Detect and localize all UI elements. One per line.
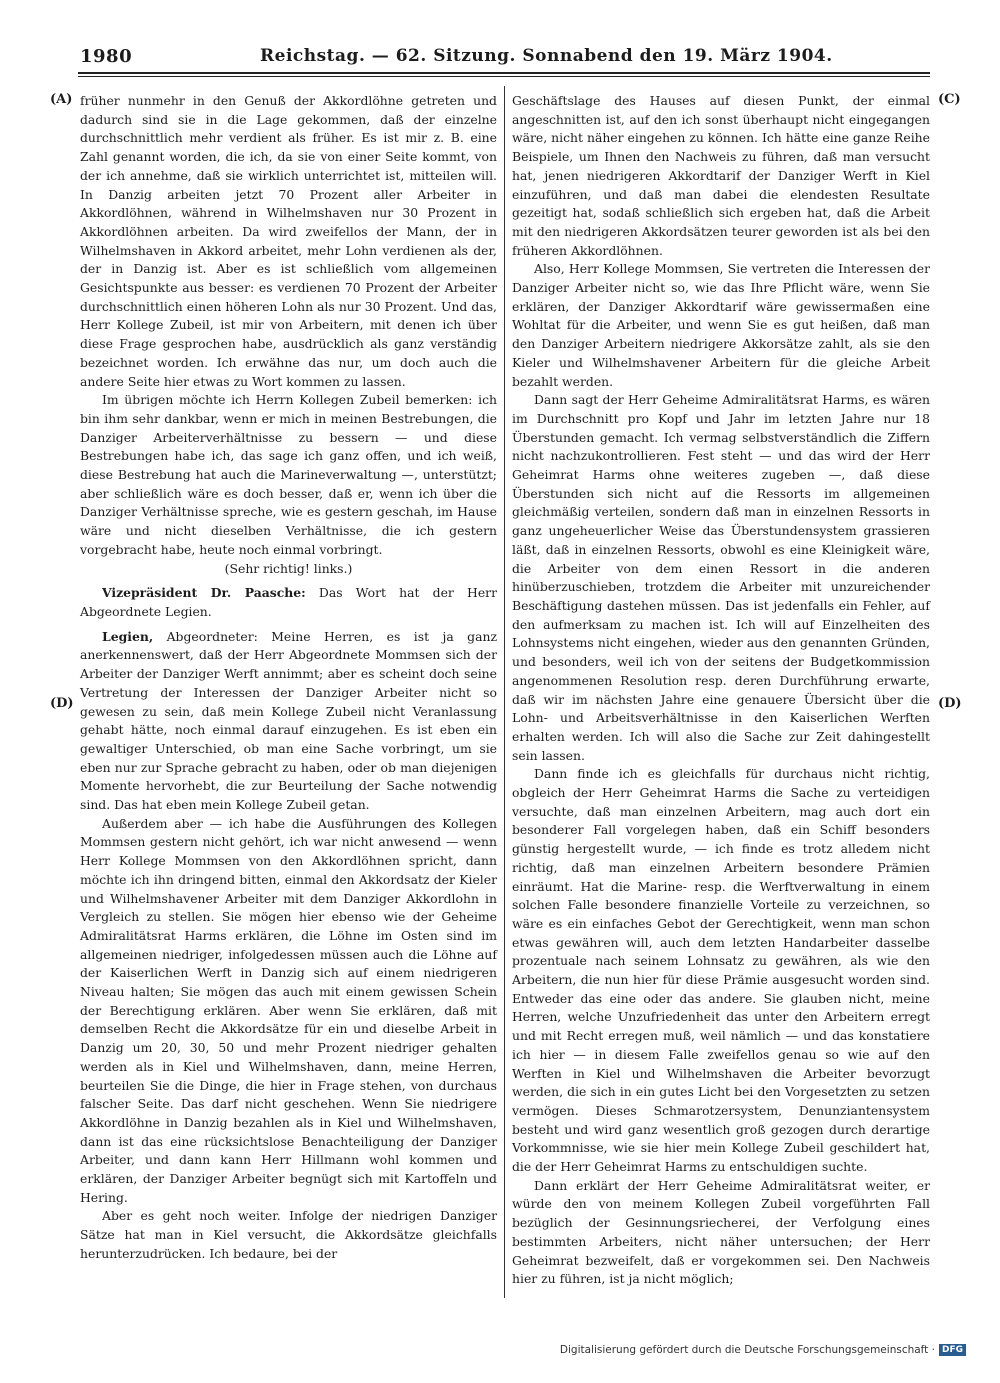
margin-mark-d-left: (D) xyxy=(50,696,74,711)
dfg-logo-icon: DFG xyxy=(939,1344,966,1356)
header-rule xyxy=(78,72,930,74)
margin-mark-a: (A) xyxy=(50,92,73,107)
applause-note: (Sehr richtig! links.) xyxy=(224,560,353,576)
right-column xyxy=(512,92,930,1289)
page-header xyxy=(70,44,930,72)
paragraph: früher nunmehr in den Genuß der Akkordlöhne getreten und dadurch sind sie in die Lage gekommen, daß der einzelne durchschnittlich mehr verdient als früher. Es ist mir z. B. eine Zahl genannt worden, die ich, da sie von einer Seite kommt, von der ich annehme, daß sie wirklich unterrichtet ist, mitteilen will. In Danzig arbeiten jetzt 70 Prozent aller Arbeiter in Akkordlöhnen, während in Wilhelmshaven nur 30 Prozent in Akkordlöhnen arbeiten. Da wird zweifellos der Mann, der in Wilhelmshaven in Akkord arbeitet, mehr Lohn verdienen als der, der in Danzig ist. Aber es ist schließlich vom allgemeinen Gesichtspunkte aus besser: es verdienen 70 Prozent der Arbeiter durchschnittlich einen höheren Lohn als nur 30 Prozent. Und das, Herr Kollege Zubeil, ist mir von Arbeitern, mit denen ich über diese Frage gesprochen habe, ausdrücklich als ganz verständig bezeichnet worden. Ich erwähne das nur, um doch auch die andere Seite hier etwas zu Wort kommen zu lassen. xyxy=(80,93,497,389)
speaker-text: Abgeordneter: Meine Herren, es ist ja ganz anerkennenswert, daß der Herr Abgeordnete Mommsen sich der Arbeiter der Danziger Werft annimmt; aber es scheint doch seine Vertretung der Interessen der Danziger Arbeiter nicht so gewesen zu sein, daß mein Kollege Zubeil nicht Veranlassung gehabt hätte, noch einmal darauf einzugehen. Es ist eben ein gewaltiger Unterschied, ob man eine Sache vorbringt, um sie eben nur zur Sprache gebracht zu haben, oder ob man diejenigen Momente hervorhebt, die zur Beurteilung der Sache notwendig sind. Das hat eben mein Kollege Zubeil getan. xyxy=(80,628,497,813)
paragraph: Außerdem aber — ich habe die Ausführungen des Kollegen Mommsen gestern nicht gehört, ich war nicht anwesend — wenn Herr Kollege Mommsen von den Akkordlöhnen spricht, dann möchte ich ihn dringend bitten, einmal den Akkordsatz der Kieler und Wilhelmshavener Arbeiter mit dem Danziger Akkordlohn in Vergleich zu stellen. Sie mögen hier ebenso wie der Geheime Admiralitätsrat Harms erklären, die Löhne im Osten sind im allgemeinen niedriger, infolgedessen müssen auch die Löhne auf der Kaiserlichen Werft in Danzig sich auf einem niedrigeren Niveau halten; Sie mögen das auch mit einem gewissen Schein der Berechtigung erklären. Aber wenn Sie erklären, daß mit demselben Recht die Akkordsätze für ein und dieselbe Arbeit in Danzig um 20, 30, 50 und mehr Prozent niedriger gehalten werden als in Kiel und Wilhelmshaven, dann, meine Herren, beurteilen Sie die Dinge, die hier in Frage stehen, von durchaus falscher Seite. Das darf nicht geschehen. Wenn Sie niedrigere Akkordlöhne in Danzig bezahlen als in Kiel und Wilhelmshaven, dann ist das eine rücksichtslose Benachteiligung der Danziger Arbeiter, und dann kann Herr Hillmann wohl kommen und erklären, der Danziger Arbeiter begnügt sich mit Kartoffeln und Hering. xyxy=(80,815,497,1205)
column-divider xyxy=(504,86,505,1298)
page-number: 1980 xyxy=(80,46,133,67)
speaker-name: Legien, xyxy=(102,628,154,644)
footer-credit: Digitalisierung gefördert durch die Deutsche Forschungsgemeinschaft · xyxy=(559,1344,935,1356)
speaker-name: Vizepräsident Dr. Paasche: xyxy=(102,585,306,601)
paragraph: Dann sagt der Herr Geheime Admiralitätsrat Harms, es wären im Durchschnitt pro Kopf und Jahr im letzten Jahre nur 18 Überstunden gemacht. Ich vermag selbstverständlich die Ziffern nicht nachzukontrollieren. Fest steht — und das wird der Herr Geheimrat Harms ohne weiteres zugeben —, daß diese Überstunden sich nicht auf die Ressorts im allgemeinen gleichmäßig verteilen, sondern daß man in einzelnen Ressorts in ganz ungeheuerlicher Weise das Überstundensystem grassieren läßt, daß in einzelnen Ressorts, obwohl es eine Kleinigkeit wäre, die Arbeiter von dem einen Ressort in die anderen hinüberzuschieben, trotzdem die Arbeiter mit unzureichender Beschäftigung dastehen müssen. Das ist jedenfalls ein Fehler, auf den aufmerksam zu machen ist. Ich will auf Einzelheiten des Lohnsystems nicht eingehen, wieder aus den genannten Gründen, und besonders, weil ich von der seitens der Budgetkommission angenommenen Resolution resp. deren Durchführung erwarte, daß wir im nächsten Jahre eine genauere Übersicht über die Lohn- und Arbeitsverhältnisse in den Kaiserlichen Werften erhalten werden. Ich will also die Sache zur Zeit dahingestellt sein lassen. xyxy=(512,392,930,763)
speaker-text: Das Wort hat der Herr Abgeordnete Legien. xyxy=(80,585,497,619)
header-rule-thin xyxy=(78,76,930,77)
paragraph: Im übrigen möchte ich Herrn Kollegen Zubeil bemerken: ich bin ihm sehr dankbar, wenn er mich in meinen Bestrebungen, die Danziger Arbeiterverhältnisse zu bessern — und diese Bestrebungen habe ich, das sage ich ganz offen, und ich weiß, diese Bestrebung hat auch die Marineverwaltung —, unterstützt; aber schließlich wäre es doch besser, daß er, wenn ich über die Danziger Verhältnisse spreche, wie es gestern geschah, im Hause wäre und nicht dieselben Verhältnisse, die ich gestern vorgebracht habe, heute noch einmal vorbringt. xyxy=(80,392,497,557)
paragraph: Geschäftslage des Hauses auf diesen Punkt, der einmal angeschnitten ist, auf den ich sonst überhaupt nicht eingegangen wäre, nicht näher eingehen zu können. Ich hätte eine ganze Reihe Beispiele, um Ihnen den Nachweis zu führen, daß man versucht hat, jenen niedrigeren Akkordtarif der Danziger Werft in Kiel einzuführen, und daß man dabei die elendesten Resultate gezeitigt hat, sodaß schließlich sich ergeben hat, daß die Arbeit mit den niedrigeren Akkordsätzen teurer geworden ist als bei den früheren Akkordlöhnen. xyxy=(512,93,930,258)
paragraph: Aber es geht noch weiter. Infolge der niedrigen Danziger Sätze hat man in Kiel versucht, die Akkordsätze gleichfalls herunterzudrücken. Ich bedaure, bei der xyxy=(80,1208,497,1261)
speaker-paragraph xyxy=(80,628,497,815)
margin-mark-d-right: (D) xyxy=(938,696,962,711)
running-title: Reichstag. — 62. Sitzung. Sonnabend den 19. März 1904. xyxy=(260,46,833,66)
paragraph: Dann erklärt der Herr Geheime Admiralitätsrat weiter, er würde den von meinem Kollegen Zubeil vorgeführten Fall bezüglich der Gesinnungsriecherei, der Verfolgung eines bestimmten Arbeiters, nicht näher untersuchen; der Herr Geheimrat bezweifelt, daß er vorgekommen sei. Den Nachweis hier zu führen, ist ja nicht möglich; xyxy=(512,1177,930,1287)
digitization-footer xyxy=(560,1344,966,1356)
speaker-paragraph xyxy=(80,584,497,621)
paragraph: Also, Herr Kollege Mommsen, Sie vertreten die Interessen der Danziger Arbeiter nicht so, wie das Ihre Pflicht wäre, wenn Sie erklären, der Danziger Akkordtarif wäre gewissermaßen eine Wohltat für die Arbeiter, und wenn Sie es gut heißen, daß man den Danziger Arbeitern niedrigere Akkorsätze zahlt, als sie den Kieler und Wilhelmshavener Arbeitern für die gleiche Arbeit bezahlt werden. xyxy=(512,261,930,389)
margin-mark-c: (C) xyxy=(938,92,961,107)
left-column xyxy=(80,92,497,1264)
paragraph: Dann finde ich es gleichfalls für durchaus nicht richtig, obgleich der Herr Geheimrat Harms die Sache zu verteidigen versuchte, daß man einzelnen Arbeitern, mag auch dort ein besonderer Fall vorgelegen haben, daß ein Schiff besonders günstig hergestellt wurde, — ich finde es trotz alledem nicht richtig, daß man einzelnen Arbeitern besondere Prämien einräumt. Hat die Marine- resp. die Werftverwaltung in einem solchen Falle besondere finanzielle Vorteile zu verzeichnen, so wäre es ein einfaches Gebot der Gerechtigkeit, wenn man schon etwas gewähren will, auch dem letzten Handarbeiter dasselbe prozentuale nach seinem Lohnsatz zu gewähren, als wie den Arbeitern, die nun hier für diese Prämie ausgesucht worden sind. Entweder das eine oder das andere. Sie glauben nicht, meine Herren, welche Unzufriedenheit das unter den Arbeitern erregt und mit Recht erregen muß, weil nämlich — und das konstatiere ich hier — in diesem Falle zweifellos genau so wie auf den Werften in Kiel und Wilhelmshaven die Arbeiter bevorzugt werden, die sich in ein gutes Licht bei den Vorgesetzten zu setzen vermögen. Dieses Schmarotzersystem, Denunziantensystem besteht und wird ganz wesentlich groß gezogen durch derartige Vorkommnisse, wie sie hier mein Kollege Zubeil geschildert hat, die der Herr Geheimrat Harms zu entschuldigen suchte. xyxy=(512,766,930,1175)
